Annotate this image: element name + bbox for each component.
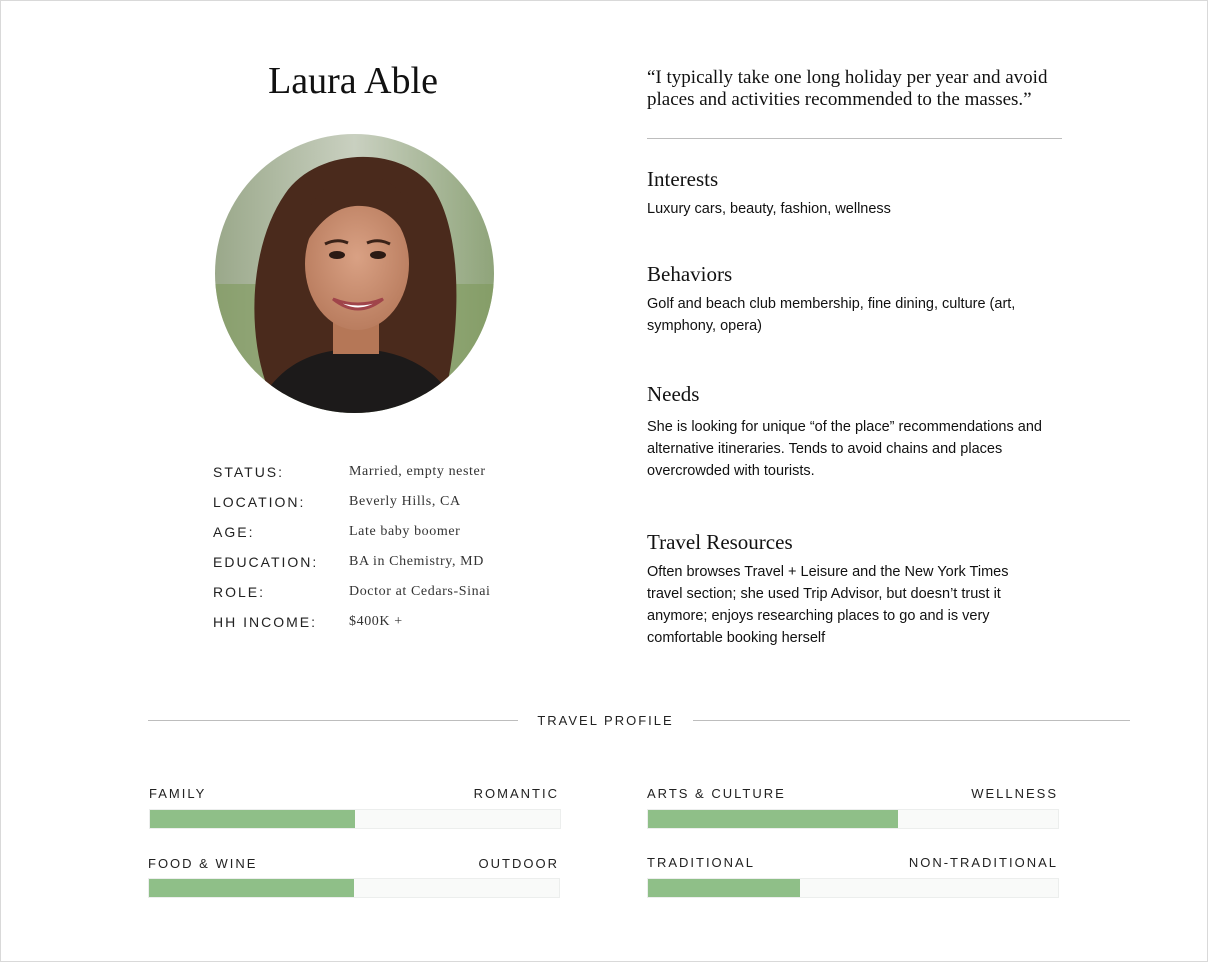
attr-label-status: STATUS:	[213, 464, 285, 480]
profile-bar-food-outdoor	[148, 878, 560, 898]
needs-line: overcrowded with tourists.	[647, 463, 815, 479]
interests-body	[647, 198, 1067, 220]
resources-body	[647, 561, 1067, 649]
behaviors-line: Golf and beach club membership, fine dining, culture (art,	[647, 296, 1016, 312]
bar-left-label: TRADITIONAL	[647, 855, 755, 870]
quote-divider	[647, 138, 1062, 139]
behaviors-line: symphony, opera)	[647, 318, 762, 334]
attr-value-role: Doctor at Cedars-Sinai	[349, 584, 491, 599]
needs-line: alternative itineraries. Tends to avoid chains and places	[647, 441, 1003, 457]
travel-profile-rule-left	[148, 720, 518, 721]
bar-fill	[648, 879, 800, 897]
travel-profile-title: TRAVEL PROFILE	[537, 713, 674, 728]
attr-label-role: ROLE:	[213, 584, 266, 600]
persona-quote	[647, 67, 1067, 111]
bar-fill	[149, 879, 354, 897]
attr-value-age: Late baby boomer	[349, 524, 461, 539]
resources-title: Travel Resources	[647, 530, 793, 554]
attr-value-education: BA in Chemistry, MD	[349, 554, 484, 569]
bar-fill	[150, 810, 355, 828]
interests-title: Interests	[647, 167, 719, 191]
bar-left-label: FAMILY	[149, 786, 207, 801]
needs-body	[647, 416, 1067, 482]
attr-value-status: Married, empty nester	[349, 464, 486, 479]
needs-title: Needs	[647, 382, 700, 406]
behaviors-body	[647, 293, 1067, 337]
interests-line: Luxury cars, beauty, fashion, wellness	[647, 201, 891, 217]
attr-label-education: EDUCATION:	[213, 554, 319, 570]
profile-bar-family-romantic	[149, 809, 561, 829]
bar-left-label: FOOD & WINE	[148, 856, 258, 871]
bar-left-label: ARTS & CULTURE	[647, 786, 786, 801]
behaviors-title: Behaviors	[647, 262, 733, 286]
travel-profile-rule-right	[693, 720, 1130, 721]
attr-value-income: $400K +	[349, 614, 403, 629]
profile-bar-traditional	[647, 878, 1059, 898]
bar-right-label: WELLNESS	[971, 786, 1058, 801]
portrait-image	[215, 134, 494, 413]
quote-line: places and activities recommended to the masses.”	[647, 89, 1032, 110]
resources-line: comfortable booking herself	[647, 630, 826, 646]
resources-line: anymore; enjoys researching places to go and is very	[647, 608, 990, 624]
attr-label-income: HH INCOME:	[213, 614, 317, 630]
resources-line: Often browses Travel + Leisure and the New York Times	[647, 564, 1009, 580]
quote-line: “I typically take one long holiday per year and avoid	[647, 67, 1048, 88]
attr-label-age: AGE:	[213, 524, 255, 540]
attr-value-location: Beverly Hills, CA	[349, 494, 461, 509]
profile-bar-arts-wellness	[647, 809, 1059, 829]
needs-line: She is looking for unique “of the place” recommendations and	[647, 419, 1042, 435]
bar-right-label: ROMANTIC	[473, 786, 559, 801]
bar-right-label: OUTDOOR	[478, 856, 559, 871]
attr-label-location: LOCATION:	[213, 494, 306, 510]
persona-photo	[215, 134, 494, 413]
bar-right-label: NON-TRADITIONAL	[908, 855, 1058, 870]
bar-fill	[648, 810, 898, 828]
persona-name: Laura Able	[268, 60, 438, 102]
resources-line: travel section; she used Trip Advisor, but doesn’t trust it	[647, 586, 1001, 602]
